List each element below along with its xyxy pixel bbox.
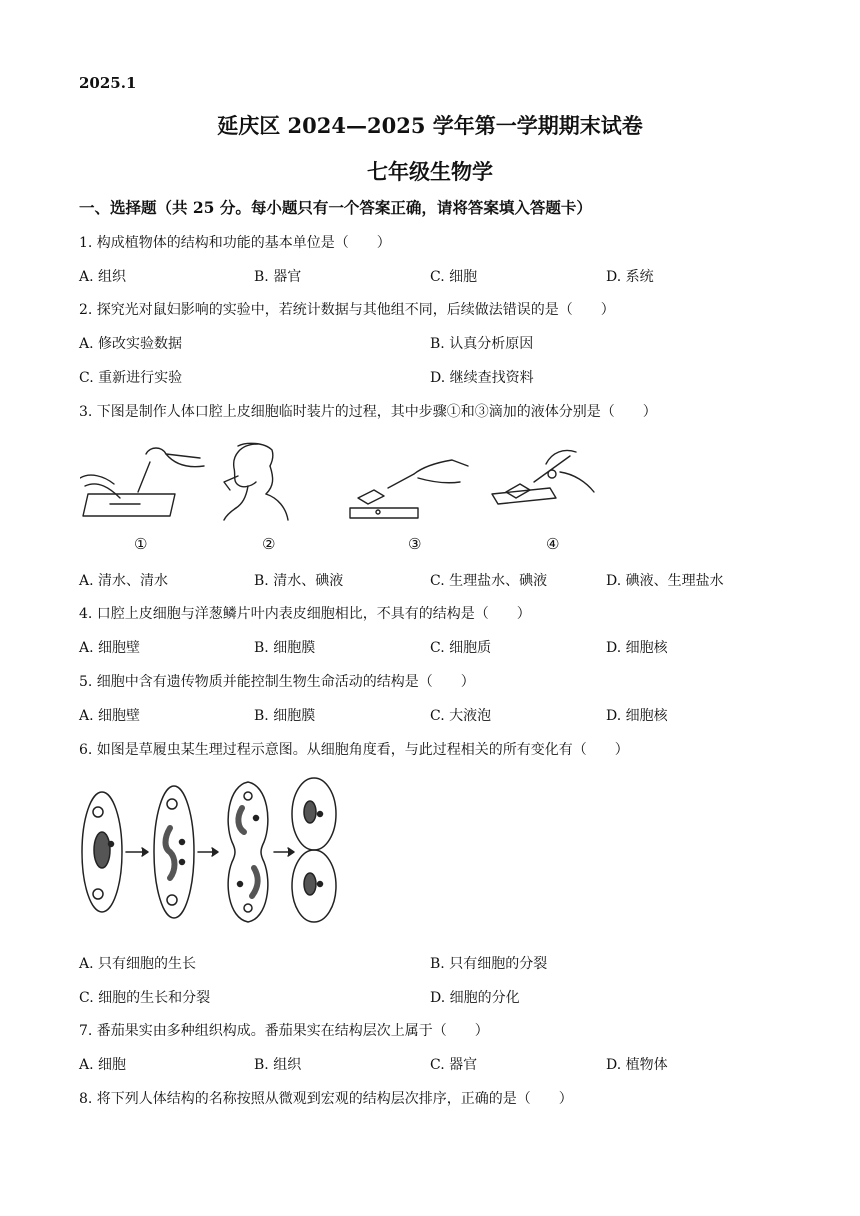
step-label-4: ④ bbox=[546, 535, 560, 553]
question-1-stem: 1. 构成植物体的结构和功能的基本单位是（ ） bbox=[79, 235, 391, 251]
q4-option-a[interactable]: A. 细胞壁 bbox=[79, 640, 141, 656]
step4-stain-illustration bbox=[492, 451, 594, 505]
q7-option-c[interactable]: C. 器官 bbox=[430, 1057, 478, 1073]
q7-option-b[interactable]: B. 组织 bbox=[254, 1057, 302, 1073]
paramecium-stage-2 bbox=[154, 786, 194, 918]
question-7-stem: 7. 番茄果实由多种组织构成。番茄果实在结构层次上属于（ ） bbox=[79, 1023, 489, 1039]
step2-gargle-illustration bbox=[224, 443, 288, 520]
exam-title: 延庆区 2024—2025 学年第一学期期末试卷 bbox=[217, 113, 643, 138]
q3-option-d[interactable]: D. 碘液、生理盐水 bbox=[606, 573, 724, 589]
question-5-stem: 5. 细胞中含有遗传物质并能控制生物生命活动的结构是（ ） bbox=[79, 674, 475, 690]
q3-option-c[interactable]: C. 生理盐水、碘液 bbox=[430, 573, 548, 589]
q4-option-c[interactable]: C. 细胞质 bbox=[430, 640, 492, 656]
q2-option-c[interactable]: C. 重新进行实验 bbox=[79, 370, 183, 386]
step3-dropper-illustration bbox=[350, 460, 468, 518]
paramecium-stage-1 bbox=[82, 792, 122, 912]
q7-option-a[interactable]: A. 细胞 bbox=[79, 1057, 127, 1073]
q3-option-b[interactable]: B. 清水、碘液 bbox=[254, 573, 344, 589]
question-4-stem: 4. 口腔上皮细胞与洋葱鳞片叶内表皮细胞相比，不具有的结构是（ ） bbox=[79, 606, 531, 622]
exam-date: 2025.1 bbox=[79, 74, 137, 92]
q5-option-b[interactable]: B. 细胞膜 bbox=[254, 708, 316, 724]
question-2-stem: 2. 探究光对鼠妇影响的实验中，若统计数据与其他组不同，后续做法错误的是（ ） bbox=[79, 302, 615, 318]
q1-option-a[interactable]: A. 组织 bbox=[79, 269, 127, 285]
q5-option-d[interactable]: D. 细胞核 bbox=[606, 708, 668, 724]
q1-option-b[interactable]: B. 器官 bbox=[254, 269, 302, 285]
paramecium-division-figure bbox=[78, 772, 348, 932]
question-6-stem: 6. 如图是草履虫某生理过程示意图。从细胞角度看，与此过程相关的所有变化有（ ） bbox=[79, 742, 629, 758]
step-label-2: ② bbox=[262, 535, 276, 553]
q6-option-b[interactable]: B. 只有细胞的分裂 bbox=[430, 956, 548, 972]
paramecium-stage-3 bbox=[228, 782, 268, 922]
q6-option-a[interactable]: A. 只有细胞的生长 bbox=[79, 956, 197, 972]
slide-preparation-figure bbox=[80, 442, 620, 522]
q6-option-c[interactable]: C. 细胞的生长和分裂 bbox=[79, 990, 211, 1006]
q3-option-a[interactable]: A. 清水、清水 bbox=[79, 573, 169, 589]
q1-option-c[interactable]: C. 细胞 bbox=[430, 269, 478, 285]
question-3-stem: 3. 下图是制作人体口腔上皮细胞临时装片的过程，其中步骤①和③滴加的液体分别是（ ） bbox=[79, 404, 657, 420]
q1-option-d[interactable]: D. 系统 bbox=[606, 269, 654, 285]
q2-option-a[interactable]: A. 修改实验数据 bbox=[79, 336, 183, 352]
q2-option-d[interactable]: D. 继续查找资料 bbox=[430, 370, 534, 386]
q2-option-b[interactable]: B. 认真分析原因 bbox=[430, 336, 534, 352]
q7-option-d[interactable]: D. 植物体 bbox=[606, 1057, 668, 1073]
paramecium-daughter-cells bbox=[292, 778, 336, 922]
q4-option-d[interactable]: D. 细胞核 bbox=[606, 640, 668, 656]
question-8-stem: 8. 将下列人体结构的名称按照从微观到宏观的结构层次排序，正确的是（ ） bbox=[79, 1091, 573, 1107]
exam-subtitle: 七年级生物学 bbox=[367, 159, 493, 184]
q5-option-a[interactable]: A. 细胞壁 bbox=[79, 708, 141, 724]
step1-dropper-illustration bbox=[80, 448, 204, 516]
q4-option-b[interactable]: B. 细胞膜 bbox=[254, 640, 316, 656]
step-label-3: ③ bbox=[408, 535, 422, 553]
q6-option-d[interactable]: D. 细胞的分化 bbox=[430, 990, 520, 1006]
section-heading: 一、选择题（共 25 分。每小题只有一个答案正确，请将答案填入答题卡） bbox=[79, 198, 592, 217]
q5-option-c[interactable]: C. 大液泡 bbox=[430, 708, 492, 724]
step-label-1: ① bbox=[134, 535, 148, 553]
